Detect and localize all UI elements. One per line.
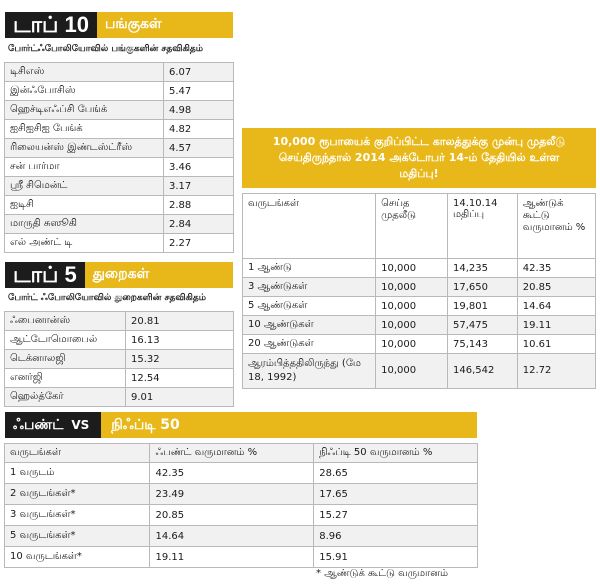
column-header: செய்த முதலீடு xyxy=(376,194,448,259)
top5-subtitle: துறைகள் xyxy=(92,266,150,282)
stock-name: ரிலையன்ஸ் இண்டஸ்ட்ரீஸ் xyxy=(5,139,164,158)
table-row xyxy=(5,547,478,568)
sector-name: ஆட்டோமொபைல் xyxy=(5,331,126,350)
investment-cell: 10 ஆண்டுகள் xyxy=(243,316,376,335)
table-row xyxy=(5,101,234,120)
stock-value: 4.98 xyxy=(164,101,234,120)
stock-value: 2.27 xyxy=(164,234,234,253)
stock-value: 4.57 xyxy=(164,139,234,158)
stock-value: 3.17 xyxy=(164,177,234,196)
fund-nifty-cell: 28.65 xyxy=(314,463,478,484)
table-row xyxy=(5,369,234,388)
fund-vs-nifty-header xyxy=(5,412,477,438)
investment-cell: 10,000 xyxy=(376,297,448,316)
fund-nifty-cell: 23.49 xyxy=(150,484,314,505)
investment-cell: 10,000 xyxy=(376,316,448,335)
column-header: நிஃப்டி 50 வருமானம் % xyxy=(314,444,478,463)
top10-subtitle: பங்குகள் xyxy=(104,16,162,32)
sector-name: ஃபைனான்ஸ் xyxy=(5,312,126,331)
fund-nifty-cell: 19.11 xyxy=(150,547,314,568)
table-row xyxy=(5,215,234,234)
stock-value: 6.07 xyxy=(164,63,234,82)
stock-name: இன்ஃபோசிஸ் xyxy=(5,82,164,101)
stock-name: சன் பார்மா xyxy=(5,158,164,177)
fund-nifty-cell: 20.85 xyxy=(150,505,314,526)
investment-cell: 20.85 xyxy=(517,278,595,297)
table-row xyxy=(243,316,596,335)
investment-cell: 42.35 xyxy=(517,259,595,278)
fund-nifty-cell: 17.65 xyxy=(314,484,478,505)
fund-vs-nifty-table xyxy=(4,443,478,568)
top5-table xyxy=(4,311,234,407)
column-header: ஃபண்ட் வருமானம் % xyxy=(150,444,314,463)
investment-cell: 10.61 xyxy=(517,335,595,354)
top5-title: டாப் 5 xyxy=(5,262,85,288)
nifty-title-wrap xyxy=(101,412,477,438)
investment-table xyxy=(242,193,596,389)
table-header-row xyxy=(243,194,596,259)
investment-cell: 10,000 xyxy=(376,335,448,354)
investment-title-box xyxy=(242,128,596,188)
stock-name: ஸ்ரீ சிமென்ட் xyxy=(5,177,164,196)
investment-title: 10,000 ரூபாயைக் குறிப்பிட்ட காலத்துக்கு முன்பு முதலீடு செய்திருந்தால் 2014 அக்டோபர் 14-ம் தேதியில் உள்ள மதிப்பு! xyxy=(272,135,566,180)
fund-label: ஃபண்ட் xyxy=(13,417,64,433)
column-header: வருடங்கள் xyxy=(5,444,150,463)
table-row xyxy=(5,463,478,484)
sector-value: 9.01 xyxy=(126,388,234,407)
fund-nifty-cell: 1 வருடம் xyxy=(5,463,150,484)
fund-nifty-cell: 5 வருடங்கள்* xyxy=(5,526,150,547)
investment-cell: 10,000 xyxy=(376,354,448,389)
top10-title: டாப் 10 xyxy=(5,12,97,38)
investment-cell: 5 ஆண்டுகள் xyxy=(243,297,376,316)
table-row xyxy=(243,259,596,278)
column-header: ஆண்டுக் கூட்டு வருமானம் % xyxy=(517,194,595,259)
top5-header xyxy=(5,262,233,288)
table-row xyxy=(5,331,234,350)
investment-cell: 1 ஆண்டு xyxy=(243,259,376,278)
stock-value: 2.88 xyxy=(164,196,234,215)
investment-cell: 10,000 xyxy=(376,278,448,297)
table-row xyxy=(5,234,234,253)
investment-cell: 17,650 xyxy=(447,278,517,297)
table-header-row xyxy=(5,444,478,463)
table-row xyxy=(5,177,234,196)
investment-cell: 14.64 xyxy=(517,297,595,316)
sector-value: 16.13 xyxy=(126,331,234,350)
investment-cell: 19.11 xyxy=(517,316,595,335)
investment-cell: 57,475 xyxy=(447,316,517,335)
column-header: வருடங்கள் xyxy=(243,194,376,259)
top10-header xyxy=(5,12,233,38)
nifty-label: நிஃப்டி 50 xyxy=(111,417,180,433)
vs-label: VS xyxy=(71,418,90,432)
investment-cell: 10,000 xyxy=(376,259,448,278)
investment-cell: 19,801 xyxy=(447,297,517,316)
investment-cell: 14,235 xyxy=(447,259,517,278)
investment-cell: 12.72 xyxy=(517,354,595,389)
sector-value: 12.54 xyxy=(126,369,234,388)
table-row xyxy=(243,354,596,389)
fund-nifty-cell: 15.91 xyxy=(314,547,478,568)
investment-cell: 20 ஆண்டுகள் xyxy=(243,335,376,354)
table-row xyxy=(5,526,478,547)
stock-name: மாருதி சுஸூகி xyxy=(5,215,164,234)
top5-caption: போர்ட் ஃபோலியோவில் துறைகளின் சதவிகிதம் xyxy=(8,293,207,303)
fund-nifty-cell: 14.64 xyxy=(150,526,314,547)
table-row xyxy=(5,312,234,331)
investment-cell: ஆரம்பித்ததிலிருந்து (மே 18, 1992) xyxy=(243,354,376,389)
table-row xyxy=(5,139,234,158)
stock-value: 2.84 xyxy=(164,215,234,234)
sector-value: 15.32 xyxy=(126,350,234,369)
footnote: * ஆண்டுக் கூட்டு வருமானம் xyxy=(316,568,448,579)
fund-title xyxy=(5,412,101,438)
stock-name: டிசிஎஸ் xyxy=(5,63,164,82)
fund-nifty-cell: 3 வருடங்கள்* xyxy=(5,505,150,526)
fund-nifty-cell: 8.96 xyxy=(314,526,478,547)
table-row xyxy=(5,350,234,369)
fund-nifty-cell: 42.35 xyxy=(150,463,314,484)
sector-value: 20.81 xyxy=(126,312,234,331)
table-row xyxy=(5,120,234,139)
sector-name: எனர்ஜி xyxy=(5,369,126,388)
investment-cell: 146,542 xyxy=(447,354,517,389)
stock-name: ஐசிஐசிஐ பேங்க் xyxy=(5,120,164,139)
table-row xyxy=(5,158,234,177)
table-row xyxy=(5,484,478,505)
table-row xyxy=(243,335,596,354)
table-row xyxy=(5,388,234,407)
top10-table xyxy=(4,62,234,253)
sector-name: டெக்னாலஜி xyxy=(5,350,126,369)
fund-nifty-cell: 10 வருடங்கள்* xyxy=(5,547,150,568)
top10-caption: போர்ட்ஃபோலியோவில் பங்குகளின் சதவிகிதம் xyxy=(8,44,203,54)
column-header: 14.10.14 மதிப்பு xyxy=(447,194,517,259)
stock-value: 3.46 xyxy=(164,158,234,177)
sector-name: ஹெல்த்கேர் xyxy=(5,388,126,407)
fund-nifty-cell: 2 வருடங்கள்* xyxy=(5,484,150,505)
table-row xyxy=(5,63,234,82)
stock-value: 5.47 xyxy=(164,82,234,101)
table-row xyxy=(243,278,596,297)
stock-name: ஹெச்டிஎஃப்சி பேங்க் xyxy=(5,101,164,120)
table-row xyxy=(5,196,234,215)
table-row xyxy=(243,297,596,316)
table-row xyxy=(5,505,478,526)
table-row xyxy=(5,82,234,101)
investment-cell: 3 ஆண்டுகள் xyxy=(243,278,376,297)
fund-nifty-cell: 15.27 xyxy=(314,505,478,526)
stock-name: எல் அண்ட் டி xyxy=(5,234,164,253)
stock-name: ஐடிசி xyxy=(5,196,164,215)
investment-cell: 75,143 xyxy=(447,335,517,354)
stock-value: 4.82 xyxy=(164,120,234,139)
